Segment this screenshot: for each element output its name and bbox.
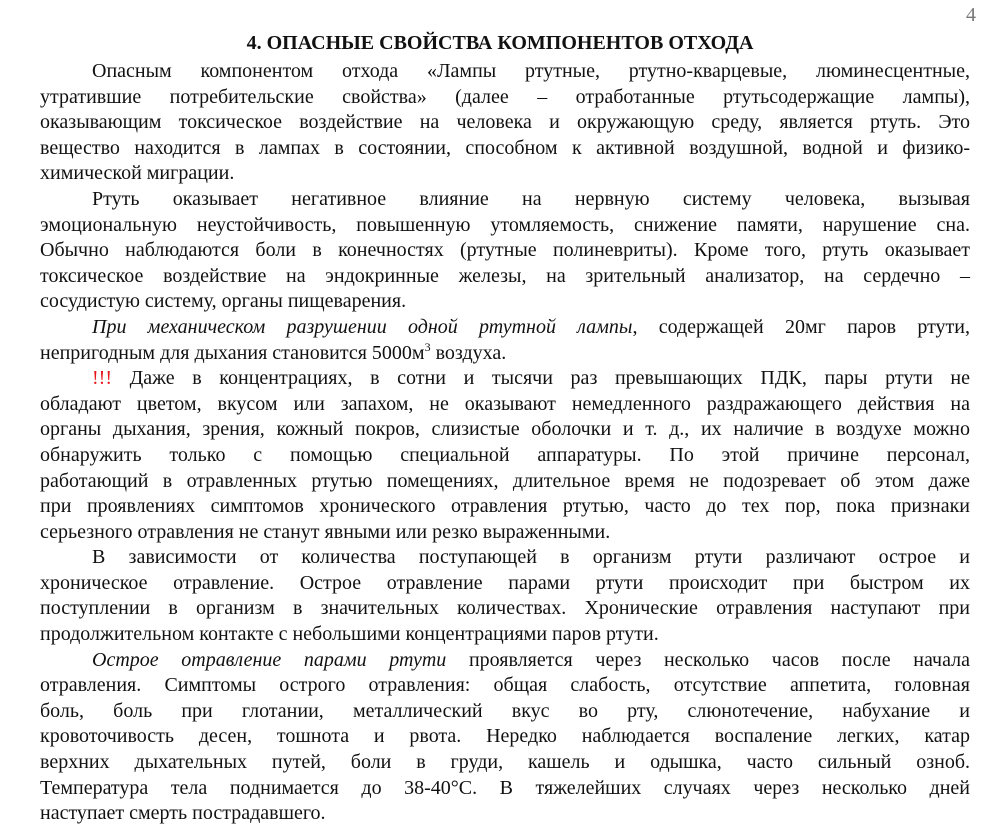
text-segment: сосудистую систему, органы пищеварения.: [40, 290, 407, 313]
text-line: [40, 469, 970, 495]
text-segment: обнаружить только с помощью специальной аппаратуры. По этой причине персонал,: [40, 443, 970, 466]
text-line: [40, 801, 970, 827]
text-line: [40, 724, 970, 750]
text-line: [40, 341, 970, 367]
text-line: [40, 264, 970, 290]
paragraph: [40, 545, 970, 647]
text-segment: , содержащей 20мг паров ртути,: [632, 315, 970, 338]
text-line: [40, 545, 970, 571]
text-line: [40, 187, 970, 213]
text-segment: Опасным компонентом отхода «Лампы ртутные, ртутно-кварцевые, люминесцентные,: [92, 60, 970, 82]
text-segment: токсическое воздействие на эндокринные железы, на зрительный анализатор, на сердечно –: [40, 264, 970, 287]
text-line: [40, 571, 970, 597]
text-line: [40, 366, 970, 392]
text-segment: эмоциональную неустойчивость, повышенную утомляемость, снижение памяти, нарушение сна.: [40, 213, 970, 236]
text-line: [40, 699, 970, 725]
text-line: [40, 392, 970, 418]
paragraph: [40, 59, 970, 187]
text-segment: наступает смерть пострадавшего.: [40, 802, 326, 825]
paragraph: [40, 648, 970, 827]
italic-text: При механическом разрушении одной ртутной лампы: [92, 315, 633, 338]
text-segment: работающий в отравленных ртутью помещениях, длительное время не подозревает об этом даже: [40, 469, 970, 492]
section-title: 4. ОПАСНЫЕ СВОЙСТВА КОМПОНЕНТОВ ОТХОДА: [246, 32, 754, 54]
text-line: [40, 136, 970, 162]
text-line: [40, 110, 970, 136]
text-line: [40, 596, 970, 622]
text-line: [40, 622, 970, 648]
text-line: [40, 648, 970, 674]
paragraph: [40, 366, 970, 545]
text-line: [40, 161, 970, 187]
text-segment: Даже в концентрациях, в сотни и тысячи раз превышающих ПДК, пары ртути не: [111, 367, 970, 390]
text-segment: проявляется через несколько часов после начала: [446, 648, 970, 671]
text-segment: воздуха.: [430, 341, 507, 364]
text-line: [40, 417, 970, 443]
text-segment: при проявлениях симптомов хронического отравления ртутью, часто до тех пор, пока признаки: [40, 495, 970, 518]
text-line: [40, 238, 970, 264]
text-segment: серьезного отравления не станут явными или резко выраженными.: [40, 520, 611, 543]
text-segment: утратившие потребительские свойства» (далее – отработанные ртутьсодержащие лампы),: [40, 85, 970, 108]
text-segment: поступлении в организм в значительных количествах. Хронические отравления наступают при: [40, 597, 970, 620]
text-segment: обладают цветом, вкусом или запахом, не оказывают немедленного раздражающего действия на: [40, 392, 970, 415]
text-segment: вещество находится в лампах в состоянии, способном к активной воздушной, водной и физико-: [40, 136, 970, 159]
text-segment: Ртуть оказывает негативное влияние на нервную систему человека, вызывая: [92, 187, 970, 210]
text-segment: боль, боль при глотании, металлический вкус во рту, слюнотечение, набухание и: [40, 699, 970, 722]
italic-text: Острое отравление парами ртути: [92, 648, 447, 671]
text-line: [40, 443, 970, 469]
text-segment: продолжительном контакте с небольшими концентрациями паров ртути.: [40, 623, 659, 646]
text-segment: непригодным для дыхания становится 5000м: [40, 341, 425, 364]
text-segment: органы дыхания, зрения, кожный покров, слизистые оболочки и т. д., их наличие в воздухе можно: [40, 418, 970, 441]
text-segment: хроническое отравление. Острое отравление парами ртути происходит при быстром их: [40, 571, 970, 594]
text-segment: Температура тела поднимается до 38-40°С. В тяжелейших случаях через несколько дней: [40, 776, 970, 799]
text-segment: верхних дыхательных путей, боли в груди, кашель и одышка, часто сильный озноб.: [40, 751, 970, 774]
text-line: [40, 673, 970, 699]
page-number: 4: [966, 4, 976, 26]
text-segment: оказывающим токсическое воздействие на человека и окружающую среду, является ртуть. Это: [40, 111, 970, 134]
text-line: [40, 750, 970, 776]
paragraph: [40, 315, 970, 366]
text-line: [40, 776, 970, 802]
text-segment: кровоточивость десен, тошнота и рвота. Нередко наблюдается воспаление легких, катар: [40, 725, 970, 748]
text-line: [40, 213, 970, 239]
document-body: [40, 59, 970, 827]
text-segment: химической миграции.: [40, 162, 235, 185]
warning-marker: !!!: [92, 367, 112, 390]
text-line: [40, 289, 970, 315]
superscript: 3: [424, 339, 431, 354]
text-segment: Обычно наблюдаются боли в конечностях (ртутные полиневриты). Кроме того, ртуть оказывает: [40, 239, 970, 262]
text-line: [40, 59, 970, 85]
text-line: [40, 494, 970, 520]
text-line: [40, 315, 970, 341]
text-segment: В зависимости от количества поступающей в организм ртути различают острое и: [92, 546, 970, 569]
text-segment: отравления. Симптомы острого отравления: общая слабость, отсутствие аппетита, головная: [40, 674, 970, 697]
text-line: [40, 520, 970, 546]
paragraph: [40, 187, 970, 315]
text-line: [40, 85, 970, 111]
